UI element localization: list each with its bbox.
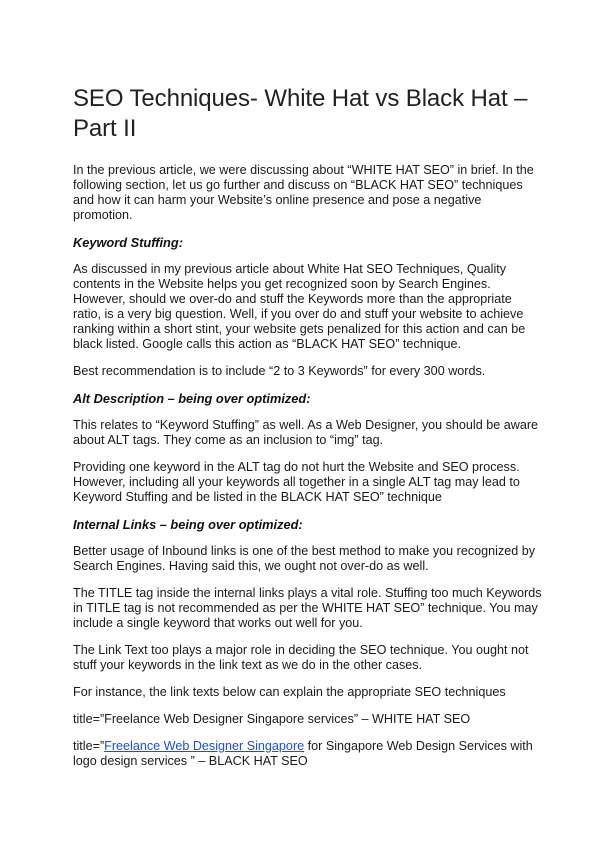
alt-description-heading: Alt Description – being over optimized: — [73, 391, 311, 406]
internal-links-heading: Internal Links – being over optimized: — [73, 517, 303, 532]
internal-links-paragraph-3: The Link Text too plays a major role in deciding the SEO technique. You ought not stuff your keywords in the link text as we do in the other cases. — [73, 643, 529, 672]
keyword-stuffing-paragraph-1: As discussed in my previous article about White Hat SEO Techniques, Quality contents in the Website helps you get recognized soon by Search Engines. However, should we over-do and stuff the Keywords more than the appropriate ratio, is a very big question. Well, if you over do and stuff your website to achieve ranking within a short stint, your website gets penalized for this action and can be black listed. Google calls this action as “BLACK HAT SEO” technique. — [73, 262, 526, 351]
page-title: SEO Techniques- White Hat vs Black Hat – Part II — [73, 85, 528, 142]
keyword-stuffing-paragraph-2: Best recommendation is to include “2 to 3 Keywords” for every 300 words. — [73, 364, 486, 378]
black-hat-example-suffix: for Singapore Web Design Services with logo design services ” – BLACK HAT SEO — [73, 739, 533, 768]
intro-paragraph: In the previous article, we were discussing about “WHITE HAT SEO” in brief. In the following section, let us go further and discuss on “BLACK HAT SEO” techniques and how it can harm your Website’s online presence and pose a negative promotion. — [73, 163, 534, 222]
black-hat-example-prefix: title=” — [73, 739, 105, 753]
internal-links-paragraph-4: For instance, the link texts below can explain the appropriate SEO techniques — [73, 685, 506, 699]
keyword-stuffing-heading: Keyword Stuffing: — [73, 235, 183, 250]
internal-links-paragraph-2: The TITLE tag inside the internal links plays a vital role. Stuffing too much Keywords in TITLE tag is not recommended as per the WHITE HAT SEO” technique. You may include a single keyword that works out well for you. — [73, 586, 542, 630]
alt-description-paragraph-1: This relates to “Keyword Stuffing” as well. As a Web Designer, you should be aware about ALT tags. They come as an inclusion to “img” tag. — [73, 418, 539, 447]
document-page — [73, 84, 543, 781]
internal-links-paragraph-1: Better usage of Inbound links is one of the best method to make you recognized by Search Engines. Having said this, we ought not over-do as well. — [73, 544, 536, 573]
black-hat-example — [73, 739, 543, 769]
freelance-web-designer-link[interactable]: Freelance Web Designer Singapore — [104, 739, 305, 753]
white-hat-example: title=”Freelance Web Designer Singapore services” – WHITE HAT SEO — [73, 712, 471, 726]
alt-description-paragraph-2: Providing one keyword in the ALT tag do not hurt the Website and SEO process. However, including all your keywords all together in a single ALT tag may lead to Keyword Stuffing and be listed in the BLACK HAT SEO” technique — [73, 460, 520, 504]
